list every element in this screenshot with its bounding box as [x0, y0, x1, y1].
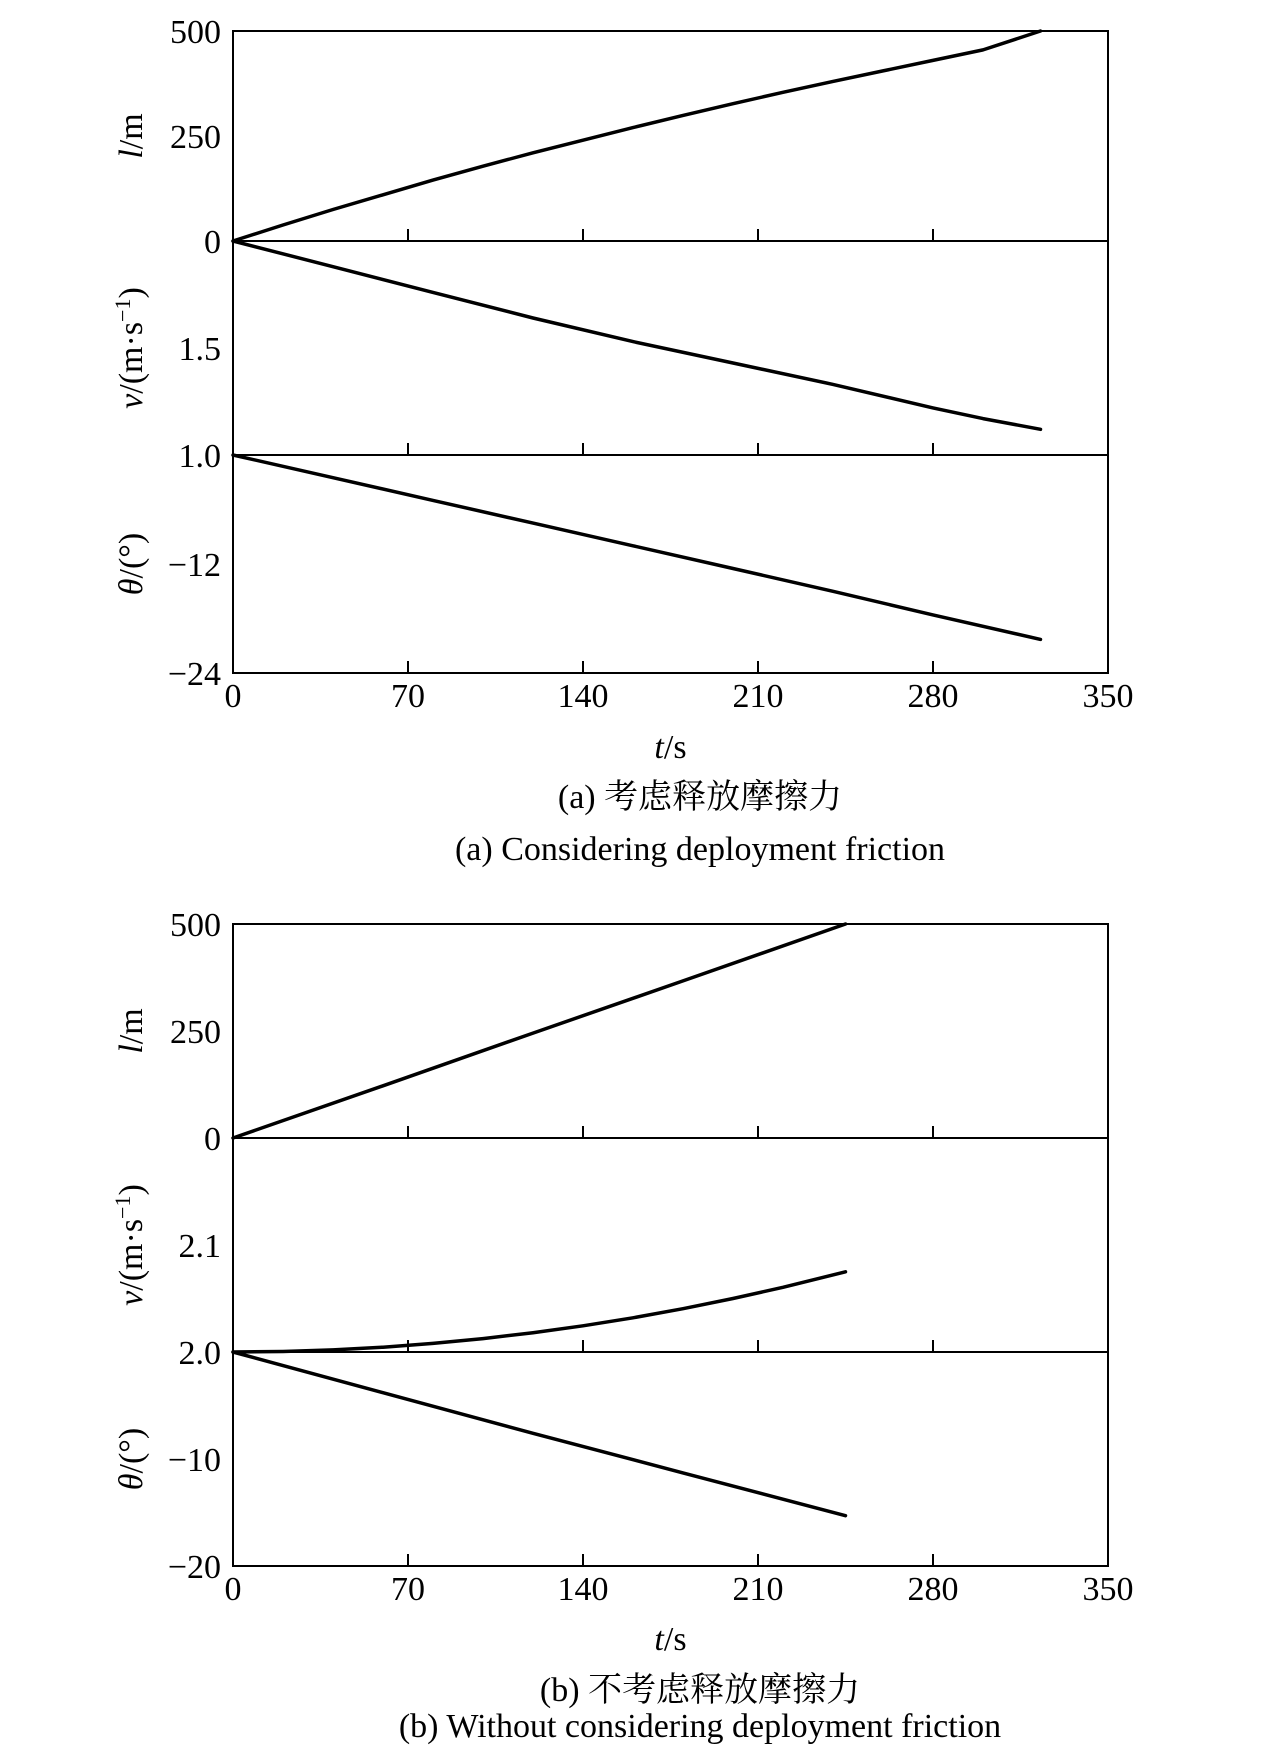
x-axis-label: [654, 729, 686, 766]
series-line-θ: [233, 1352, 846, 1516]
y-tick-label: 2.0: [178, 1335, 221, 1372]
x-tick-label: 0: [224, 678, 242, 715]
y-axis-title-2: [110, 1184, 150, 1306]
chart-b: [110, 907, 1134, 1745]
y-axis-title-1: [113, 1008, 150, 1053]
y-tick-label: 250: [170, 1014, 221, 1051]
y-tick-label: 500: [170, 907, 221, 944]
y-axis-unit: /(°): [113, 1427, 150, 1474]
y-tick-label: 500: [170, 14, 221, 51]
y-tick-label: 1.5: [178, 331, 221, 368]
chart-a: [110, 14, 1134, 868]
x-tick-label: 140: [557, 1571, 609, 1608]
y-axis-unit: /(m·s: [113, 321, 150, 394]
x-tick-label: 210: [732, 678, 784, 715]
y-tick-label: 1.0: [178, 438, 221, 475]
y-axis-unit-close: ): [113, 1184, 150, 1196]
x-axis-unit: /s: [663, 729, 687, 766]
y-axis-title-3: [113, 1428, 150, 1490]
x-tick-label: 350: [1082, 1571, 1134, 1608]
x-axis-var: t: [654, 1621, 664, 1658]
y-axis-title-2: [110, 287, 150, 409]
y-axis-var: θ: [113, 1473, 150, 1491]
caption-cn: (a) 考虑释放摩擦力: [557, 779, 843, 816]
y-axis-unit-exponent: −1: [110, 1195, 135, 1219]
x-tick-label: 280: [907, 1571, 959, 1608]
y-tick-label: 250: [170, 119, 221, 156]
y-axis-title-1: [113, 113, 150, 158]
caption-cn: (b) 不考虑释放摩擦力: [539, 1672, 861, 1709]
x-tick-label: 70: [391, 1571, 425, 1608]
y-tick-label: −24: [167, 656, 221, 693]
y-axis-var: v: [113, 393, 150, 409]
y-axis-unit: /m: [113, 1008, 150, 1045]
y-tick-label: −10: [167, 1442, 221, 1479]
x-tick-label: 210: [732, 1571, 784, 1608]
caption-en: (b) Without considering deployment friction: [398, 1708, 1002, 1745]
series-line-θ: [233, 455, 1041, 639]
y-axis-var: θ: [113, 578, 150, 596]
y-tick-label: 2.1: [178, 1228, 221, 1265]
y-axis-var: l: [113, 149, 150, 159]
x-axis-unit: /s: [663, 1621, 687, 1658]
y-axis-unit-close: ): [113, 287, 150, 299]
x-tick-label: 70: [391, 678, 425, 715]
x-axis-label: [654, 1621, 686, 1658]
x-tick-label: 0: [224, 1571, 242, 1608]
x-tick-label: 140: [557, 678, 609, 715]
x-axis-var: t: [654, 729, 664, 766]
caption-en: (a) Considering deployment friction: [454, 831, 946, 868]
y-tick-label: 0: [204, 224, 221, 261]
x-tick-label: 280: [907, 678, 959, 715]
y-axis-title-3: [113, 533, 150, 595]
y-axis-unit-exponent: −1: [110, 298, 135, 322]
y-tick-label: −20: [167, 1549, 221, 1586]
series-line-l: [233, 924, 846, 1138]
y-axis-unit: /(°): [113, 532, 150, 579]
series-line-v: [233, 241, 1041, 429]
y-axis-var: v: [113, 1290, 150, 1306]
series-line-l: [233, 31, 1041, 241]
x-tick-label: 350: [1082, 678, 1134, 715]
series-line-v: [233, 1272, 846, 1352]
y-axis-unit: /(m·s: [113, 1218, 150, 1291]
y-axis-unit: /m: [113, 113, 150, 150]
plot-frame: [233, 31, 1108, 673]
y-axis-var: l: [113, 1044, 150, 1054]
y-tick-label: 0: [204, 1121, 221, 1158]
y-tick-label: −12: [167, 547, 221, 584]
